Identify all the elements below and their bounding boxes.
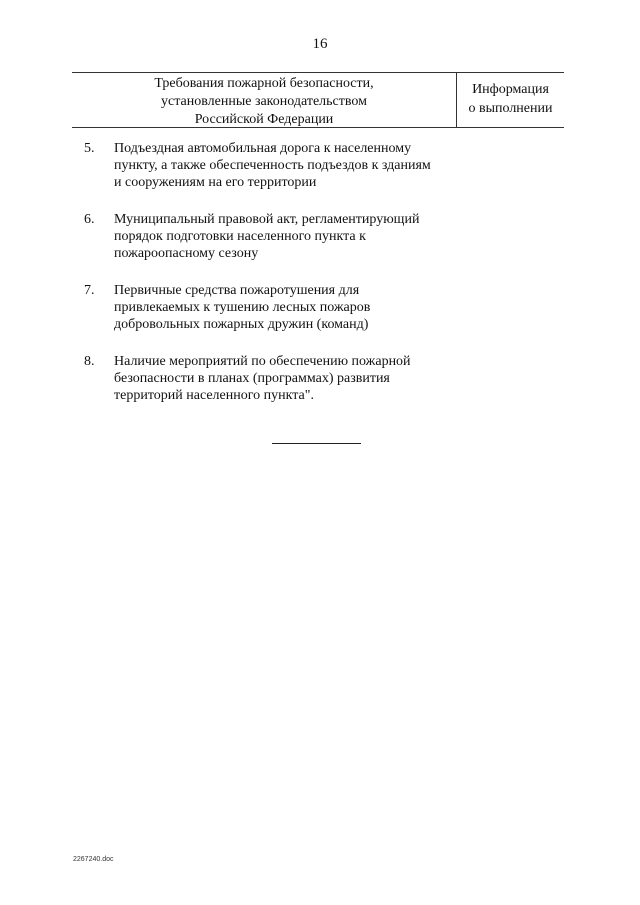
item-line: порядок подготовки населенного пункта к xyxy=(114,229,366,244)
item-line: пункту, а также обеспеченность подъездов к зданиям xyxy=(114,158,431,173)
requirements-header-line: установленные законодательством xyxy=(161,94,367,109)
item-line: Наличие мероприятий по обеспечению пожарной xyxy=(114,354,411,369)
item-text xyxy=(114,211,504,262)
requirements-column-header xyxy=(72,73,456,127)
item-line: Муниципальный правовой акт, регламентирующий xyxy=(114,212,420,227)
item-line: и сооружениям на его территории xyxy=(114,175,317,190)
item-line: безопасности в планах (программах) развития xyxy=(114,371,390,386)
page-number: 16 xyxy=(312,36,328,52)
completion-header-line: о выполнении xyxy=(468,101,553,116)
list-item xyxy=(84,282,504,333)
item-number: 8. xyxy=(84,354,95,369)
item-text xyxy=(114,353,504,404)
requirements-header-line: Требования пожарной безопасности, xyxy=(154,76,374,91)
completion-header-line: Информация xyxy=(472,82,549,97)
item-line: Первичные средства пожаротушения для xyxy=(114,283,360,298)
item-line: добровольных пожарных дружин (команд) xyxy=(114,317,369,332)
item-number: 7. xyxy=(84,283,95,298)
item-text xyxy=(114,282,504,333)
item-line: пожароопасному сезону xyxy=(114,246,259,261)
item-line: Подъездная автомобильная дорога к населенному xyxy=(114,141,412,156)
requirements-list xyxy=(84,140,504,424)
list-item xyxy=(84,211,504,262)
requirements-header-line: Российской Федерации xyxy=(194,112,334,127)
footer-filename: 2267240.doc xyxy=(73,856,114,863)
end-of-document-rule xyxy=(272,443,361,444)
item-text xyxy=(114,140,504,191)
item-line: привлекаемых к тушению лесных пожаров xyxy=(114,300,371,315)
table-header xyxy=(72,72,564,128)
item-number: 6. xyxy=(84,212,95,227)
list-item xyxy=(84,140,504,191)
list-item xyxy=(84,353,504,404)
completion-info-column-header xyxy=(457,73,564,127)
item-line: территорий населенного пункта". xyxy=(114,388,314,403)
item-number: 5. xyxy=(84,141,95,156)
